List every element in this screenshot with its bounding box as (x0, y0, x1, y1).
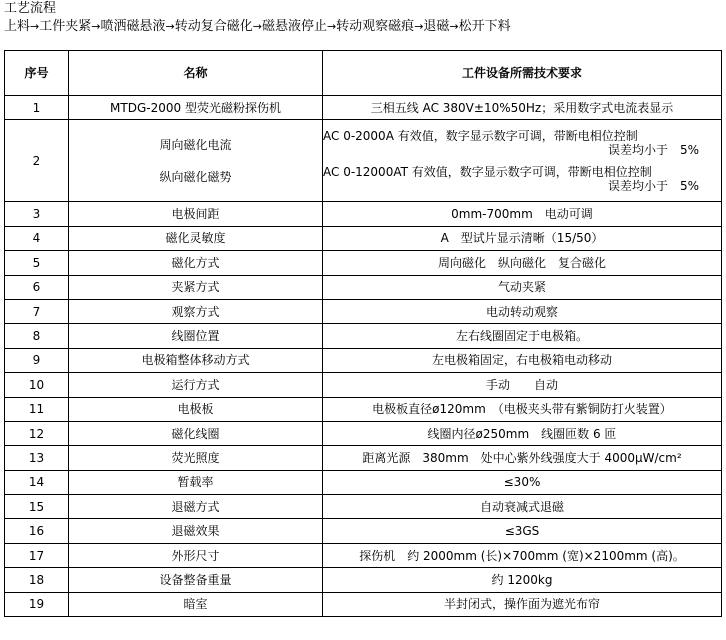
row-requirement: ≤30% (323, 470, 722, 494)
table-row (5, 120, 722, 202)
flow-step: 喷洒磁悬液 (100, 19, 166, 34)
row-name: 电极箱整体移动方式 (69, 348, 323, 372)
row-name: 磁化灵敏度 (69, 226, 323, 250)
table-row (5, 592, 722, 616)
row-requirement: 半封闭式，操作面为遮光布帘 (323, 592, 722, 616)
row-requirement: ≤3GS (323, 519, 722, 543)
table-header-row (5, 51, 722, 96)
row-name-longitudinal: 纵向磁化磁势 (159, 169, 232, 184)
requirement-line: AC 0-2000A 有效值，数字显示数字可调，带断电相位控制 (323, 128, 638, 143)
table-row (5, 519, 722, 543)
row-no: 4 (5, 226, 69, 250)
row-no: 11 (5, 397, 69, 421)
row-requirement: 电极板直径ø120mm （电极夹头带有紫铜防打火装置） (323, 397, 722, 421)
row-no: 8 (5, 324, 69, 348)
flow-arrow-icon: → (91, 20, 101, 33)
table-row (5, 96, 722, 120)
table-row (5, 226, 722, 250)
table-row (5, 470, 722, 494)
row-requirement: 手动 自动 (323, 373, 722, 397)
row-name: 电极板 (69, 397, 323, 421)
flow-arrow-icon: → (449, 20, 459, 33)
table-row (5, 202, 722, 226)
row-no: 18 (5, 568, 69, 592)
row-no: 13 (5, 446, 69, 470)
row-requirement: 距离光源 380mm 处中心紫外线强度大于 4000μW/cm² (323, 446, 722, 470)
row-no: 1 (5, 96, 69, 120)
row-name (69, 120, 323, 202)
table-row (5, 251, 722, 275)
process-flow (4, 18, 511, 35)
row-no: 14 (5, 470, 69, 494)
table-row (5, 373, 722, 397)
spec-table (4, 50, 722, 617)
row-name: 退磁效果 (69, 519, 323, 543)
flow-arrow-icon: → (326, 20, 337, 33)
row-name: 磁化方式 (69, 251, 323, 275)
flow-arrow-icon: → (165, 20, 175, 33)
table-row (5, 421, 722, 445)
row-name: 夹紧方式 (69, 275, 323, 299)
table-row (5, 299, 722, 323)
flow-step: 转动观察磁痕 (336, 19, 415, 34)
row-name: 电极间距 (69, 202, 323, 226)
row-no: 16 (5, 519, 69, 543)
requirement-line: 误差均小于 5% (607, 178, 699, 193)
row-requirement: 0mm-700mm 电动可调 (323, 202, 722, 226)
process-flow-heading: 工艺流程 (4, 1, 57, 16)
row-requirement: 约 1200kg (323, 568, 722, 592)
flow-step: 上料 (4, 19, 31, 34)
row-no: 10 (5, 373, 69, 397)
table-row (5, 348, 722, 372)
flow-step: 磁悬液停止 (261, 19, 327, 34)
flow-step: 松开下料 (458, 19, 511, 34)
table-row (5, 543, 722, 567)
row-no: 5 (5, 251, 69, 275)
row-requirement: 气动夹紧 (323, 275, 722, 299)
flow-arrow-icon: → (252, 20, 262, 33)
row-no: 9 (5, 348, 69, 372)
header-no: 序号 (5, 51, 69, 96)
table-row (5, 397, 722, 421)
row-requirement: 左电极箱固定，右电极箱电动移动 (323, 348, 722, 372)
row-no: 12 (5, 421, 69, 445)
row-name: 暂载率 (69, 470, 323, 494)
row-name: 设备整备重量 (69, 568, 323, 592)
row-requirement: 左右线圈固定于电极箱。 (323, 324, 722, 348)
requirement-line: 误差均小于 5% (607, 142, 699, 157)
flow-arrow-icon: → (414, 20, 424, 33)
row-requirement: 电动转动观察 (323, 299, 722, 323)
header-requirement: 工件设备所需技术要求 (323, 51, 722, 96)
table-row (5, 275, 722, 299)
row-no: 2 (5, 120, 69, 202)
table-row (5, 568, 722, 592)
table-row (5, 446, 722, 470)
row-no: 6 (5, 275, 69, 299)
row-requirement: 周向磁化 纵向磁化 复合磁化 (323, 251, 722, 275)
header-name: 名称 (69, 51, 323, 96)
row-name: 磁化线圈 (69, 421, 323, 445)
flow-step: 工件夹紧 (39, 19, 92, 34)
requirement-line: AC 0-12000AT 有效值，数字显示数字可调，带断电相位控制 (323, 164, 652, 179)
row-no: 19 (5, 592, 69, 616)
table-row (5, 495, 722, 519)
row-requirement: A 型试片显示清晰（15/50） (323, 226, 722, 250)
row-name: 外形尺寸 (69, 543, 323, 567)
row-name: 线圈位置 (69, 324, 323, 348)
row-name: 退磁方式 (69, 495, 323, 519)
row-name: 运行方式 (69, 373, 323, 397)
row-requirement: 线圈内径ø250mm 线圈匝数 6 匝 (323, 421, 722, 445)
row-name: 荧光照度 (69, 446, 323, 470)
row-name: 观察方式 (69, 299, 323, 323)
row-requirement: 探伤机 约 2000mm (长)×700mm (宽)×2100mm (高)。 (323, 543, 722, 567)
flow-step: 转动复合磁化 (174, 19, 253, 34)
table-row (5, 324, 722, 348)
row-name: MTDG-2000 型荧光磁粉探伤机 (69, 96, 323, 120)
row-name: 暗室 (69, 592, 323, 616)
row-requirement (323, 120, 722, 202)
row-no: 15 (5, 495, 69, 519)
row-requirement: 三相五线 AC 380V±10%50Hz；采用数字式电流表显示 (323, 96, 722, 120)
flow-step: 退磁 (423, 19, 450, 34)
row-no: 7 (5, 299, 69, 323)
flow-arrow-icon: → (30, 20, 40, 33)
row-no: 3 (5, 202, 69, 226)
row-name-circumferential: 周向磁化电流 (159, 137, 232, 152)
row-requirement: 自动衰减式退磁 (323, 495, 722, 519)
row-no: 17 (5, 543, 69, 567)
